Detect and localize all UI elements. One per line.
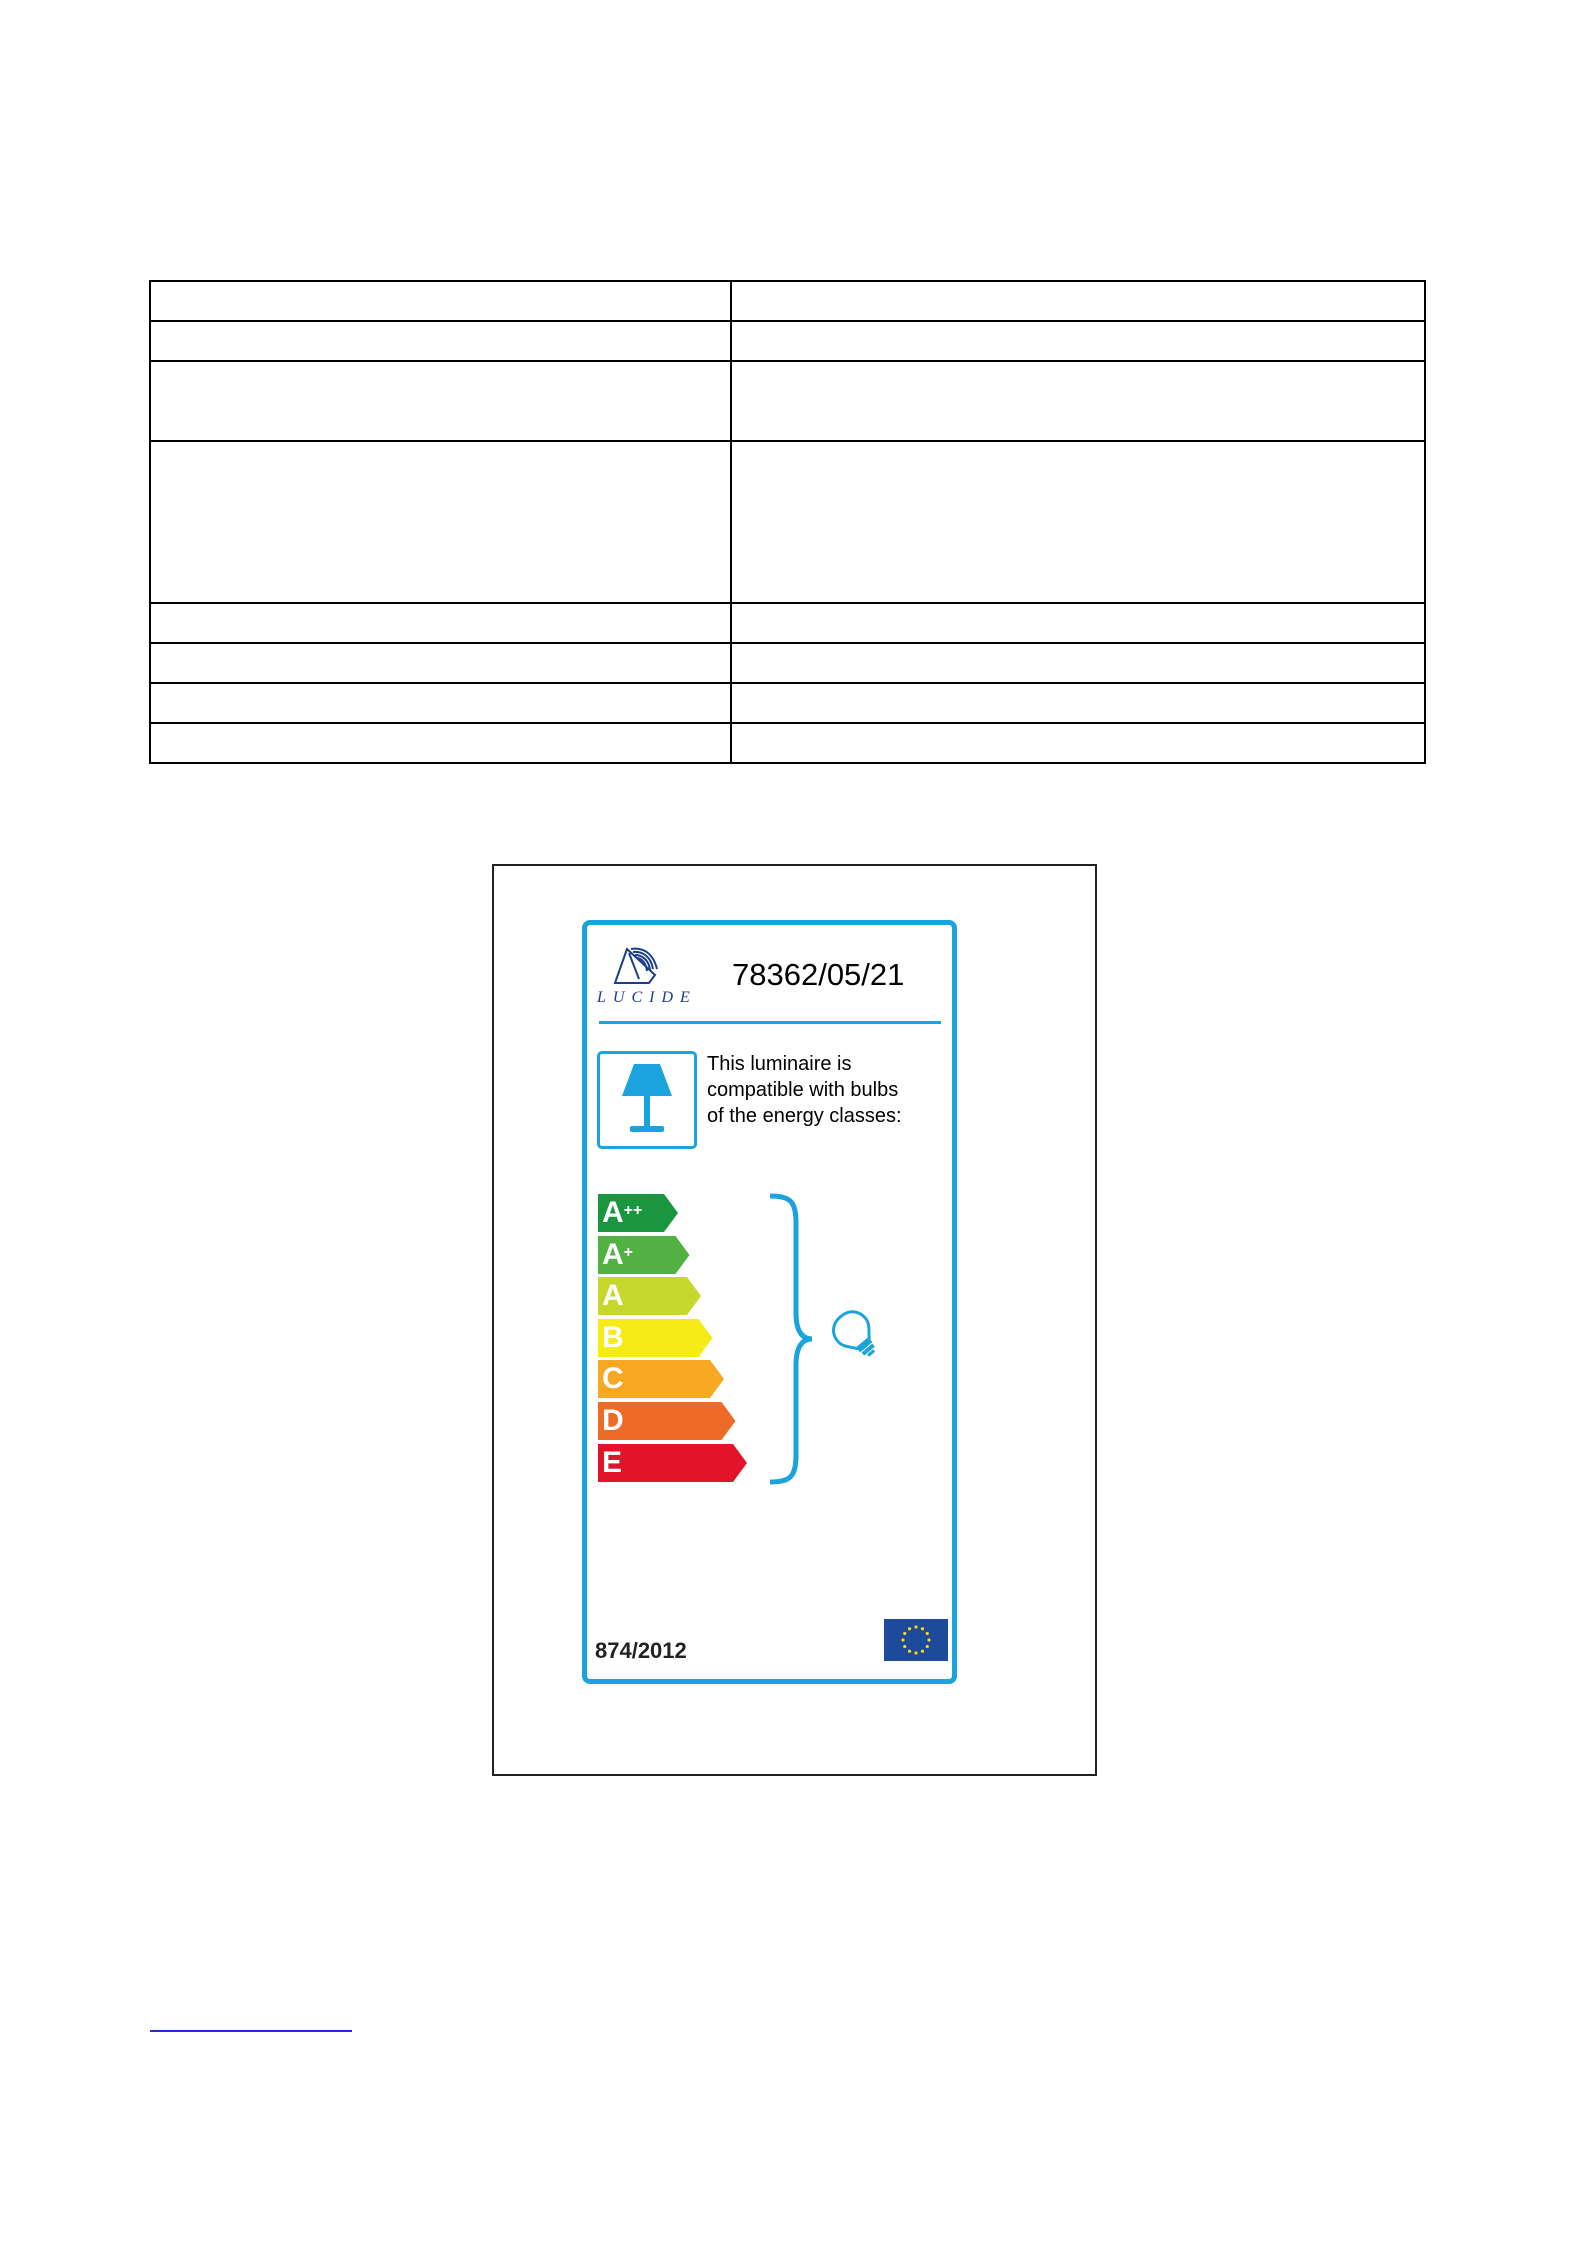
energy-class-scale	[598, 1194, 748, 1486]
energy-class-superscript: ++	[623, 1202, 643, 1219]
spec-value-cell	[731, 361, 1425, 441]
spec-label-cell	[150, 603, 731, 643]
energy-class-letter: A	[602, 1279, 624, 1313]
eu-star	[914, 1625, 917, 1628]
eu-star	[901, 1638, 904, 1641]
eu-star	[908, 1650, 911, 1653]
energy-class-arrow	[598, 1444, 747, 1482]
spec-row	[150, 441, 1425, 603]
spec-value-cell	[731, 643, 1425, 683]
spec-label-cell	[150, 321, 731, 361]
energy-class-arrow	[598, 1319, 713, 1357]
compat-line: of the energy classes:	[707, 1105, 902, 1127]
energy-class-letter: D	[602, 1404, 624, 1437]
spec-label-cell	[150, 441, 731, 603]
eu-star	[914, 1651, 917, 1654]
compatibility-text	[707, 1051, 957, 1129]
spec-value-cell	[731, 321, 1425, 361]
compat-line: This luminaire is	[707, 1053, 852, 1075]
energy-class-letter: E	[602, 1445, 623, 1479]
spec-label-cell	[150, 361, 731, 441]
brand-name: LUCIDE	[597, 989, 697, 1006]
header-divider	[599, 1021, 941, 1024]
light-bulb-icon	[826, 1305, 886, 1365]
model-number: 78362/05/21	[732, 957, 905, 992]
spec-value-cell	[731, 281, 1425, 321]
energy-class-arrow	[598, 1360, 724, 1398]
eu-star	[908, 1627, 911, 1630]
spec-value-cell	[731, 723, 1425, 763]
spec-label-cell	[150, 723, 731, 763]
regulation-number: 874/2012	[595, 1638, 687, 1663]
spec-row	[150, 603, 1425, 643]
eu-star	[926, 1632, 929, 1635]
energy-class-arrow	[598, 1194, 678, 1232]
footer-link-underline[interactable]	[150, 2030, 352, 2032]
spec-row	[150, 683, 1425, 723]
energy-class-letter: A+	[602, 1237, 634, 1271]
spec-row	[150, 723, 1425, 763]
eu-flag-icon	[884, 1619, 948, 1661]
spec-value-cell	[731, 441, 1425, 603]
energy-class-arrow	[598, 1402, 736, 1440]
spec-label-cell	[150, 643, 731, 683]
energy-class-letter: B	[602, 1320, 624, 1354]
energy-class-arrow	[598, 1277, 701, 1315]
energy-class-letter: C	[602, 1362, 624, 1396]
energy-class-superscript: +	[623, 1243, 634, 1261]
spec-row	[150, 281, 1425, 321]
eu-star	[903, 1645, 906, 1648]
energy-class-letter: A++	[602, 1196, 643, 1229]
energy-label-card	[582, 920, 957, 1684]
spec-row	[150, 643, 1425, 683]
eu-star	[903, 1632, 906, 1635]
compat-line: compatible with bulbs	[707, 1079, 899, 1101]
spec-table	[149, 280, 1426, 764]
energy-class-arrow	[598, 1236, 690, 1274]
spec-label-cell	[150, 683, 731, 723]
spec-value-cell	[731, 683, 1425, 723]
spec-row	[150, 361, 1425, 441]
eu-star	[926, 1645, 929, 1648]
spec-value-cell	[731, 603, 1425, 643]
eu-star	[921, 1627, 924, 1630]
eu-star	[921, 1650, 924, 1653]
energy-label-frame	[492, 864, 1097, 1776]
curly-brace	[766, 1193, 816, 1485]
table-lamp-icon	[597, 1051, 697, 1149]
eu-star	[927, 1638, 930, 1641]
spec-row	[150, 321, 1425, 361]
spec-label-cell	[150, 281, 731, 321]
